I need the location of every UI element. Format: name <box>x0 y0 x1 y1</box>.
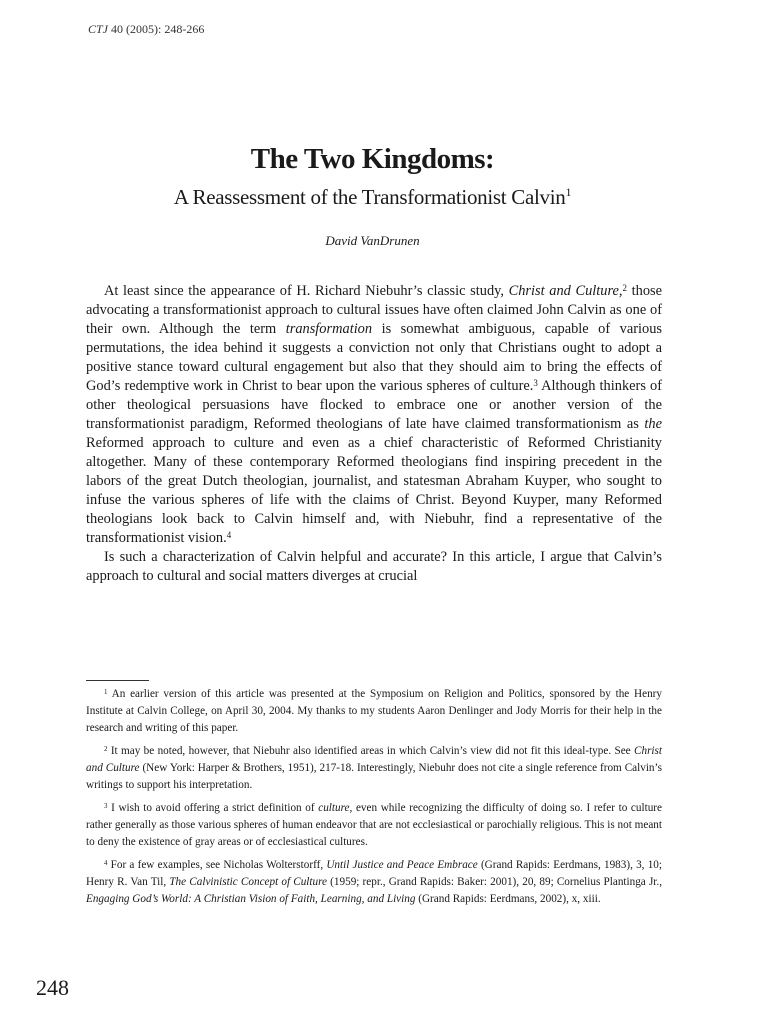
footnote-divider <box>86 680 149 681</box>
footnote-1: $^1$ An earlier version of this article was presented at the Symposium on Religion and Politics, sponsored by the Henry Institute at Calvin College, on April 30, 2004. My thanks to my students Aaron Denlinger and Jody Morris for their help in the research and writing of this paper. <box>86 687 662 734</box>
footnote-4: $^4$ For a few examples, see Nicholas Wolterstorff, Until Justice and Peace Embrace (Grand Rapids: Eerdmans, 1983), 3, 10; Henry R. Van Til, The Calvinistic Concept of Culture (1959; repr., Grand Rapids: Baker: 2001), 20, 89; Cornelius Plantinga Jr., Engaging God’s World: A Christian Vision of Faith, Learning, and Living (Grand Rapids: Eerdmans, 2002), x, xiii. <box>86 858 662 905</box>
paragraph-1: At least since the appearance of H. Richard Niebuhr’s classic study, Christ and Culture,$^2$ those advocating a transformationist approach to cultural issues have often claimed John Calvin as one of their own. Although the term transformation is somewhat ambiguous, capable of various permutations, the idea behind it suggests a conviction not only that Christians ought to adopt a positive stance toward cultural engagement but also that they should aim to bring the effects of God’s redemptive work in Christ to bear upon the various spheres of culture.$^3$ Although thinkers of other theological persuasions have flocked to embrace one or another version of the transformationist paradigm, Reformed theologians of late have claimed transformationism as the Reformed approach to culture and even as a chief characteristic of Reformed Christianity altogether. Many of these contemporary Reformed theologians find inspiring precedent in the labors of the great Dutch theologian, journalist, and statesman Abraham Kuyper, who sought to infuse the various spheres of life with the claims of Christ. Beyond Kuyper, many Reformed theologians look back to Calvin himself and, with Niebuhr, find a representative of the transformationist vision.$^4$ <box>86 282 662 546</box>
footnote-ref-1[interactable]: 1 <box>565 185 572 199</box>
article-subtitle <box>0 185 745 210</box>
article-body <box>86 282 662 586</box>
footnote-ref-4[interactable]: 4 <box>226 529 232 540</box>
article-title: The Two Kingdoms: <box>250 143 495 175</box>
running-head <box>88 22 204 37</box>
journal-abbrev: CTJ <box>88 22 109 36</box>
footnote-2: $^2$ It may be noted, however, that Niebuhr also identified areas in which Calvin’s view did not fit this ideal-type. See Christ and Culture (New York: Harper & Brothers, 1951), 217-18. Interestingly, Niebuhr does not cite a single reference from Calvin’s writings to support his interpretation. <box>86 744 662 791</box>
footnote-ref-3[interactable]: 3 <box>533 377 538 388</box>
footnote-ref-2[interactable]: 2 <box>622 282 627 293</box>
subtitle-text: A Reassessment of the Transformationist Calvin <box>173 185 566 209</box>
author-name: David VanDrunen <box>325 233 420 248</box>
paragraph-2: Is such a characterization of Calvin helpful and accurate? In this article, I argue that Calvin’s approach to cultural and social matters diverges at crucial <box>86 549 662 584</box>
citation: 40 (2005): 248-266 <box>108 22 205 36</box>
page-number: 248 <box>36 975 69 1000</box>
footnotes <box>86 686 662 914</box>
footnote-3: $^3$ I wish to avoid offering a strict definition of culture, even while recognizing the difficulty of doing so. I refer to culture rather generally as those various spheres of human endeavor that are not ecclesiastical or parochially religious. This is not meant to deny the existence of gray areas or of ecclesiastical cultures. <box>86 801 662 848</box>
